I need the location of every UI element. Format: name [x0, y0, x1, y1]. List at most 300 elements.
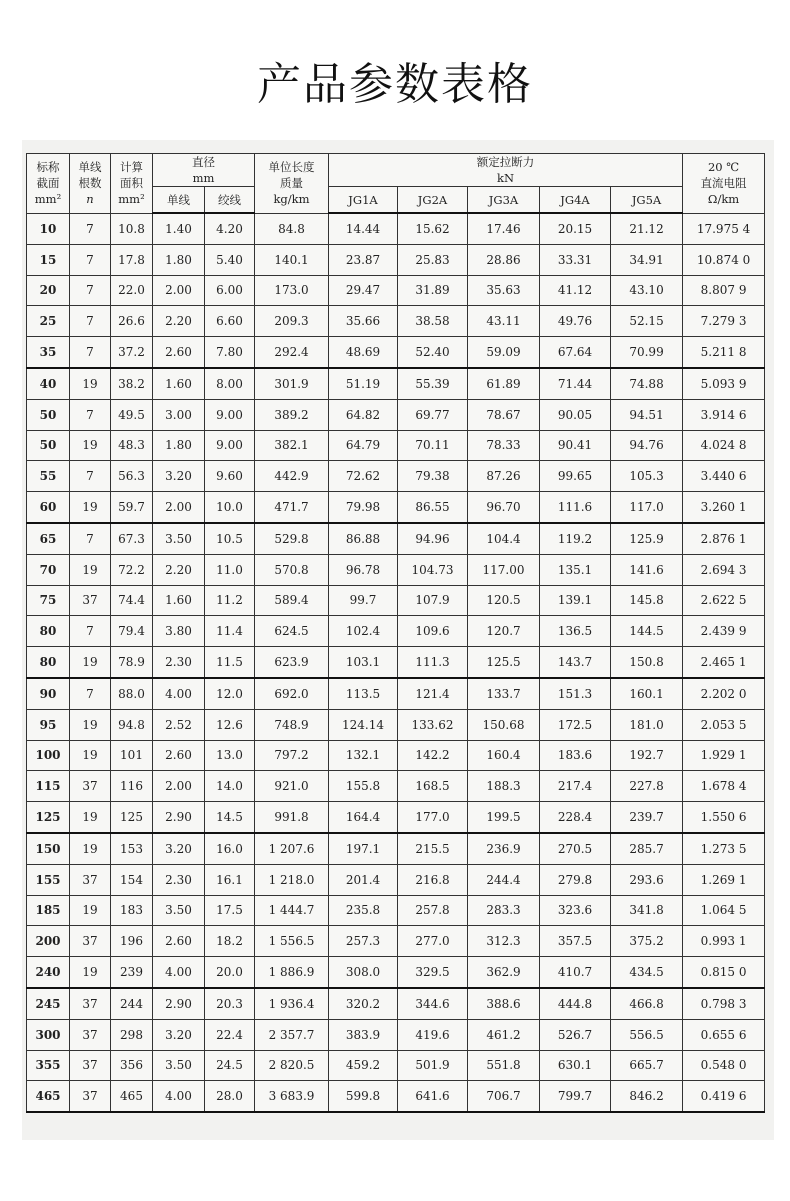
- cell-diameter-single: 1.60: [153, 585, 205, 616]
- cell-force-jg1a: 86.88: [329, 523, 398, 554]
- cell-force-jg5a: 239.7: [611, 802, 683, 833]
- cell-force-jg2a: 86.55: [398, 492, 468, 523]
- cell-dc-resistance: 2.622 5: [683, 585, 765, 616]
- cell-force-jg3a: 388.6: [468, 988, 540, 1019]
- cell-diameter-strand: 22.4: [205, 1019, 255, 1050]
- cell-wire-count: 19: [70, 492, 111, 523]
- cell-diameter-single: 2.90: [153, 988, 205, 1019]
- cell-unit-mass: 209.3: [255, 306, 329, 337]
- cell-nominal-section: 150: [27, 833, 70, 864]
- cell-calc-area: 153: [111, 833, 153, 864]
- cell-unit-mass: 173.0: [255, 275, 329, 306]
- header-grade-jg4a: JG4A: [540, 187, 611, 214]
- cell-force-jg5a: 94.76: [611, 430, 683, 461]
- cell-unit-mass: 292.4: [255, 337, 329, 368]
- cell-diameter-single: 3.00: [153, 399, 205, 430]
- cell-force-jg3a: 244.4: [468, 864, 540, 895]
- cell-diameter-single: 3.20: [153, 1019, 205, 1050]
- cell-diameter-strand: 28.0: [205, 1081, 255, 1112]
- cell-diameter-strand: 20.0: [205, 957, 255, 988]
- cell-dc-resistance: 0.993 1: [683, 926, 765, 957]
- cell-force-jg3a: 199.5: [468, 802, 540, 833]
- cell-force-jg2a: 329.5: [398, 957, 468, 988]
- cell-calc-area: 244: [111, 988, 153, 1019]
- cell-force-jg2a: 70.11: [398, 430, 468, 461]
- table-row: [27, 957, 765, 988]
- cell-diameter-strand: 11.0: [205, 554, 255, 585]
- cell-force-jg2a: 109.6: [398, 616, 468, 647]
- cell-force-jg1a: 320.2: [329, 988, 398, 1019]
- cell-wire-count: 37: [70, 988, 111, 1019]
- cell-force-jg4a: 172.5: [540, 709, 611, 740]
- cell-diameter-single: 1.40: [153, 213, 205, 244]
- cell-force-jg4a: 90.41: [540, 430, 611, 461]
- cell-force-jg3a: 43.11: [468, 306, 540, 337]
- cell-wire-count: 7: [70, 616, 111, 647]
- cell-force-jg4a: 139.1: [540, 585, 611, 616]
- cell-diameter-single: 2.90: [153, 802, 205, 833]
- cell-nominal-section: 80: [27, 616, 70, 647]
- cell-force-jg5a: 43.10: [611, 275, 683, 306]
- cell-wire-count: 19: [70, 957, 111, 988]
- table-row: [27, 1081, 765, 1112]
- cell-unit-mass: 2 357.7: [255, 1019, 329, 1050]
- cell-force-jg5a: 145.8: [611, 585, 683, 616]
- cell-dc-resistance: 1.269 1: [683, 864, 765, 895]
- cell-force-jg2a: 216.8: [398, 864, 468, 895]
- cell-calc-area: 239: [111, 957, 153, 988]
- table-row: [27, 678, 765, 709]
- header-calc-area: 计算 面积 mm²: [111, 154, 153, 214]
- header-diameter-strand: 绞线: [205, 187, 255, 214]
- cell-force-jg5a: 434.5: [611, 957, 683, 988]
- header-diameter-single: 单线: [153, 187, 205, 214]
- cell-force-jg2a: 38.58: [398, 306, 468, 337]
- cell-force-jg3a: 59.09: [468, 337, 540, 368]
- cell-unit-mass: 529.8: [255, 523, 329, 554]
- cell-dc-resistance: 2.439 9: [683, 616, 765, 647]
- cell-force-jg1a: 113.5: [329, 678, 398, 709]
- cell-force-jg4a: 119.2: [540, 523, 611, 554]
- cell-force-jg4a: 111.6: [540, 492, 611, 523]
- cell-force-jg2a: 104.73: [398, 554, 468, 585]
- cell-nominal-section: 65: [27, 523, 70, 554]
- cell-calc-area: 72.2: [111, 554, 153, 585]
- cell-wire-count: 7: [70, 306, 111, 337]
- cell-diameter-strand: 20.3: [205, 988, 255, 1019]
- cell-wire-count: 19: [70, 895, 111, 926]
- cell-force-jg3a: 706.7: [468, 1081, 540, 1112]
- cell-force-jg1a: 79.98: [329, 492, 398, 523]
- cell-force-jg5a: 117.0: [611, 492, 683, 523]
- cell-force-jg5a: 125.9: [611, 523, 683, 554]
- cell-force-jg4a: 526.7: [540, 1019, 611, 1050]
- cell-diameter-single: 2.60: [153, 926, 205, 957]
- cell-diameter-strand: 11.4: [205, 616, 255, 647]
- cell-calc-area: 56.3: [111, 461, 153, 492]
- cell-force-jg1a: 201.4: [329, 864, 398, 895]
- cell-dc-resistance: 1.273 5: [683, 833, 765, 864]
- cell-force-jg4a: 41.12: [540, 275, 611, 306]
- product-spec-table: [26, 153, 765, 1113]
- cell-diameter-single: 3.20: [153, 833, 205, 864]
- cell-calc-area: 10.8: [111, 213, 153, 244]
- cell-force-jg5a: 341.8: [611, 895, 683, 926]
- cell-calc-area: 88.0: [111, 678, 153, 709]
- cell-calc-area: 49.5: [111, 399, 153, 430]
- cell-dc-resistance: 2.876 1: [683, 523, 765, 554]
- cell-wire-count: 7: [70, 399, 111, 430]
- cell-force-jg5a: 293.6: [611, 864, 683, 895]
- cell-force-jg3a: 461.2: [468, 1019, 540, 1050]
- cell-force-jg3a: 120.7: [468, 616, 540, 647]
- cell-wire-count: 37: [70, 1050, 111, 1081]
- cell-force-jg1a: 64.79: [329, 430, 398, 461]
- cell-force-jg5a: 227.8: [611, 771, 683, 802]
- cell-diameter-single: 2.20: [153, 554, 205, 585]
- cell-force-jg3a: 362.9: [468, 957, 540, 988]
- cell-dc-resistance: 2.053 5: [683, 709, 765, 740]
- header-dc-resistance: 20 ℃ 直流电阻 Ω/km: [683, 154, 765, 214]
- cell-force-jg2a: 133.62: [398, 709, 468, 740]
- cell-force-jg3a: 551.8: [468, 1050, 540, 1081]
- cell-dc-resistance: 1.064 5: [683, 895, 765, 926]
- cell-calc-area: 196: [111, 926, 153, 957]
- cell-unit-mass: 2 820.5: [255, 1050, 329, 1081]
- cell-force-jg3a: 120.5: [468, 585, 540, 616]
- cell-diameter-single: 4.00: [153, 1081, 205, 1112]
- cell-diameter-strand: 6.60: [205, 306, 255, 337]
- cell-diameter-strand: 14.0: [205, 771, 255, 802]
- cell-unit-mass: 3 683.9: [255, 1081, 329, 1112]
- cell-force-jg5a: 665.7: [611, 1050, 683, 1081]
- cell-force-jg3a: 87.26: [468, 461, 540, 492]
- cell-wire-count: 37: [70, 864, 111, 895]
- cell-force-jg4a: 71.44: [540, 368, 611, 399]
- cell-force-jg1a: 308.0: [329, 957, 398, 988]
- cell-force-jg3a: 78.33: [468, 430, 540, 461]
- cell-force-jg5a: 375.2: [611, 926, 683, 957]
- cell-force-jg5a: 181.0: [611, 709, 683, 740]
- table-row: [27, 399, 765, 430]
- table-row: [27, 864, 765, 895]
- table-row: [27, 554, 765, 585]
- cell-diameter-strand: 11.5: [205, 647, 255, 678]
- cell-dc-resistance: 4.024 8: [683, 430, 765, 461]
- cell-wire-count: 7: [70, 337, 111, 368]
- cell-force-jg5a: 192.7: [611, 740, 683, 771]
- cell-calc-area: 48.3: [111, 430, 153, 461]
- cell-force-jg4a: 799.7: [540, 1081, 611, 1112]
- cell-force-jg2a: 419.6: [398, 1019, 468, 1050]
- cell-force-jg2a: 31.89: [398, 275, 468, 306]
- cell-nominal-section: 95: [27, 709, 70, 740]
- cell-diameter-single: 3.50: [153, 895, 205, 926]
- page-title: 产品参数表格: [257, 59, 533, 110]
- cell-dc-resistance: 2.465 1: [683, 647, 765, 678]
- cell-force-jg2a: 641.6: [398, 1081, 468, 1112]
- cell-force-jg2a: 25.83: [398, 244, 468, 275]
- cell-dc-resistance: 5.093 9: [683, 368, 765, 399]
- cell-diameter-single: 1.80: [153, 430, 205, 461]
- table-body: [27, 213, 765, 1112]
- cell-calc-area: 37.2: [111, 337, 153, 368]
- cell-diameter-strand: 12.6: [205, 709, 255, 740]
- cell-diameter-single: 2.20: [153, 306, 205, 337]
- cell-force-jg1a: 459.2: [329, 1050, 398, 1081]
- cell-force-jg1a: 23.87: [329, 244, 398, 275]
- cell-calc-area: 94.8: [111, 709, 153, 740]
- table-row: [27, 895, 765, 926]
- cell-force-jg2a: 257.8: [398, 895, 468, 926]
- cell-calc-area: 154: [111, 864, 153, 895]
- cell-diameter-strand: 16.1: [205, 864, 255, 895]
- cell-nominal-section: 55: [27, 461, 70, 492]
- cell-force-jg5a: 141.6: [611, 554, 683, 585]
- table-row: [27, 709, 765, 740]
- cell-nominal-section: 10: [27, 213, 70, 244]
- cell-force-jg4a: 217.4: [540, 771, 611, 802]
- cell-dc-resistance: 2.202 0: [683, 678, 765, 709]
- cell-nominal-section: 185: [27, 895, 70, 926]
- header-unit-mass: 单位长度 质量 kg/km: [255, 154, 329, 214]
- cell-dc-resistance: 1.550 6: [683, 802, 765, 833]
- cell-wire-count: 37: [70, 926, 111, 957]
- cell-wire-count: 19: [70, 368, 111, 399]
- cell-force-jg2a: 177.0: [398, 802, 468, 833]
- cell-unit-mass: 1 556.5: [255, 926, 329, 957]
- cell-force-jg3a: 35.63: [468, 275, 540, 306]
- table-row: [27, 244, 765, 275]
- cell-diameter-strand: 14.5: [205, 802, 255, 833]
- table-header: [27, 154, 765, 214]
- cell-force-jg5a: 160.1: [611, 678, 683, 709]
- cell-force-jg2a: 55.39: [398, 368, 468, 399]
- cell-wire-count: 37: [70, 1081, 111, 1112]
- cell-diameter-single: 3.80: [153, 616, 205, 647]
- cell-diameter-single: 2.30: [153, 864, 205, 895]
- cell-force-jg2a: 121.4: [398, 678, 468, 709]
- cell-unit-mass: 589.4: [255, 585, 329, 616]
- cell-calc-area: 79.4: [111, 616, 153, 647]
- cell-force-jg5a: 94.51: [611, 399, 683, 430]
- cell-unit-mass: 623.9: [255, 647, 329, 678]
- cell-unit-mass: 748.9: [255, 709, 329, 740]
- table-row: [27, 461, 765, 492]
- cell-diameter-single: 3.20: [153, 461, 205, 492]
- cell-wire-count: 19: [70, 709, 111, 740]
- cell-calc-area: 101: [111, 740, 153, 771]
- cell-force-jg5a: 70.99: [611, 337, 683, 368]
- table-row: [27, 802, 765, 833]
- cell-force-jg1a: 103.1: [329, 647, 398, 678]
- table-row: [27, 585, 765, 616]
- cell-wire-count: 19: [70, 554, 111, 585]
- cell-force-jg1a: 99.7: [329, 585, 398, 616]
- cell-diameter-strand: 12.0: [205, 678, 255, 709]
- cell-diameter-strand: 16.0: [205, 833, 255, 864]
- table-row: [27, 523, 765, 554]
- cell-nominal-section: 50: [27, 399, 70, 430]
- cell-nominal-section: 355: [27, 1050, 70, 1081]
- cell-force-jg3a: 283.3: [468, 895, 540, 926]
- cell-unit-mass: 797.2: [255, 740, 329, 771]
- cell-force-jg1a: 164.4: [329, 802, 398, 833]
- cell-wire-count: 19: [70, 647, 111, 678]
- cell-wire-count: 19: [70, 430, 111, 461]
- cell-nominal-section: 75: [27, 585, 70, 616]
- cell-force-jg1a: 51.19: [329, 368, 398, 399]
- cell-force-jg1a: 48.69: [329, 337, 398, 368]
- cell-nominal-section: 15: [27, 244, 70, 275]
- header-grade-jg2a: JG2A: [398, 187, 468, 214]
- cell-unit-mass: 624.5: [255, 616, 329, 647]
- cell-dc-resistance: 3.440 6: [683, 461, 765, 492]
- cell-diameter-single: 2.52: [153, 709, 205, 740]
- cell-diameter-strand: 6.00: [205, 275, 255, 306]
- cell-calc-area: 74.4: [111, 585, 153, 616]
- cell-force-jg5a: 52.15: [611, 306, 683, 337]
- cell-force-jg2a: 501.9: [398, 1050, 468, 1081]
- cell-diameter-single: 1.80: [153, 244, 205, 275]
- cell-diameter-single: 4.00: [153, 957, 205, 988]
- cell-force-jg3a: 236.9: [468, 833, 540, 864]
- cell-unit-mass: 1 936.4: [255, 988, 329, 1019]
- cell-unit-mass: 1 886.9: [255, 957, 329, 988]
- cell-diameter-strand: 7.80: [205, 337, 255, 368]
- cell-unit-mass: 570.8: [255, 554, 329, 585]
- cell-nominal-section: 50: [27, 430, 70, 461]
- cell-diameter-single: 2.00: [153, 771, 205, 802]
- cell-calc-area: 78.9: [111, 647, 153, 678]
- cell-nominal-section: 200: [27, 926, 70, 957]
- cell-calc-area: 356: [111, 1050, 153, 1081]
- cell-force-jg1a: 14.44: [329, 213, 398, 244]
- cell-force-jg4a: 183.6: [540, 740, 611, 771]
- cell-wire-count: 7: [70, 213, 111, 244]
- cell-force-jg4a: 33.31: [540, 244, 611, 275]
- cell-wire-count: 37: [70, 1019, 111, 1050]
- cell-dc-resistance: 0.815 0: [683, 957, 765, 988]
- cell-force-jg4a: 410.7: [540, 957, 611, 988]
- cell-force-jg4a: 99.65: [540, 461, 611, 492]
- table-row: [27, 988, 765, 1019]
- cell-force-jg4a: 444.8: [540, 988, 611, 1019]
- cell-calc-area: 67.3: [111, 523, 153, 554]
- header-grade-jg5a: JG5A: [611, 187, 683, 214]
- cell-force-jg3a: 133.7: [468, 678, 540, 709]
- table-row: [27, 833, 765, 864]
- cell-nominal-section: 40: [27, 368, 70, 399]
- cell-nominal-section: 155: [27, 864, 70, 895]
- cell-unit-mass: 140.1: [255, 244, 329, 275]
- cell-force-jg4a: 151.3: [540, 678, 611, 709]
- cell-diameter-strand: 5.40: [205, 244, 255, 275]
- cell-force-jg3a: 17.46: [468, 213, 540, 244]
- cell-diameter-strand: 18.2: [205, 926, 255, 957]
- cell-dc-resistance: 8.807 9: [683, 275, 765, 306]
- cell-force-jg5a: 846.2: [611, 1081, 683, 1112]
- header-grade-jg1a: JG1A: [329, 187, 398, 214]
- cell-force-jg2a: 142.2: [398, 740, 468, 771]
- header-wire-count: 单线 根数 n: [70, 154, 111, 214]
- cell-force-jg1a: 235.8: [329, 895, 398, 926]
- table-row: [27, 1050, 765, 1081]
- cell-force-jg2a: 79.38: [398, 461, 468, 492]
- cell-force-jg4a: 323.6: [540, 895, 611, 926]
- cell-force-jg1a: 257.3: [329, 926, 398, 957]
- header-nominal-section: 标称 截面 mm²: [27, 154, 70, 214]
- cell-force-jg5a: 285.7: [611, 833, 683, 864]
- cell-force-jg3a: 117.00: [468, 554, 540, 585]
- header-diameter: 直径 mm: [153, 154, 255, 187]
- cell-unit-mass: 991.8: [255, 802, 329, 833]
- cell-force-jg1a: 599.8: [329, 1081, 398, 1112]
- cell-force-jg4a: 20.15: [540, 213, 611, 244]
- cell-force-jg3a: 160.4: [468, 740, 540, 771]
- table-row: [27, 306, 765, 337]
- cell-force-jg4a: 67.64: [540, 337, 611, 368]
- cell-calc-area: 116: [111, 771, 153, 802]
- cell-force-jg1a: 102.4: [329, 616, 398, 647]
- cell-calc-area: 17.8: [111, 244, 153, 275]
- cell-diameter-strand: 9.00: [205, 399, 255, 430]
- cell-force-jg2a: 344.6: [398, 988, 468, 1019]
- cell-nominal-section: 245: [27, 988, 70, 1019]
- cell-force-jg5a: 105.3: [611, 461, 683, 492]
- cell-diameter-strand: 9.00: [205, 430, 255, 461]
- cell-diameter-single: 4.00: [153, 678, 205, 709]
- cell-diameter-strand: 24.5: [205, 1050, 255, 1081]
- table-row: [27, 368, 765, 399]
- cell-diameter-strand: 4.20: [205, 213, 255, 244]
- cell-nominal-section: 35: [27, 337, 70, 368]
- cell-force-jg3a: 78.67: [468, 399, 540, 430]
- cell-diameter-single: 2.00: [153, 492, 205, 523]
- table-row: [27, 213, 765, 244]
- cell-dc-resistance: 7.279 3: [683, 306, 765, 337]
- cell-force-jg3a: 312.3: [468, 926, 540, 957]
- cell-dc-resistance: 0.548 0: [683, 1050, 765, 1081]
- cell-diameter-strand: 8.00: [205, 368, 255, 399]
- cell-diameter-single: 2.30: [153, 647, 205, 678]
- cell-wire-count: 7: [70, 461, 111, 492]
- cell-force-jg1a: 383.9: [329, 1019, 398, 1050]
- table-row: [27, 337, 765, 368]
- cell-unit-mass: 442.9: [255, 461, 329, 492]
- cell-dc-resistance: 2.694 3: [683, 554, 765, 585]
- cell-force-jg4a: 90.05: [540, 399, 611, 430]
- cell-nominal-section: 90: [27, 678, 70, 709]
- cell-wire-count: 7: [70, 244, 111, 275]
- cell-force-jg2a: 215.5: [398, 833, 468, 864]
- cell-force-jg5a: 74.88: [611, 368, 683, 399]
- cell-force-jg1a: 155.8: [329, 771, 398, 802]
- cell-unit-mass: 301.9: [255, 368, 329, 399]
- cell-force-jg3a: 96.70: [468, 492, 540, 523]
- cell-force-jg1a: 132.1: [329, 740, 398, 771]
- cell-force-jg3a: 61.89: [468, 368, 540, 399]
- cell-dc-resistance: 5.211 8: [683, 337, 765, 368]
- table-row: [27, 740, 765, 771]
- cell-dc-resistance: 0.798 3: [683, 988, 765, 1019]
- cell-unit-mass: 692.0: [255, 678, 329, 709]
- table-row: [27, 275, 765, 306]
- table-row: [27, 771, 765, 802]
- cell-wire-count: 7: [70, 678, 111, 709]
- cell-dc-resistance: 1.929 1: [683, 740, 765, 771]
- cell-force-jg1a: 197.1: [329, 833, 398, 864]
